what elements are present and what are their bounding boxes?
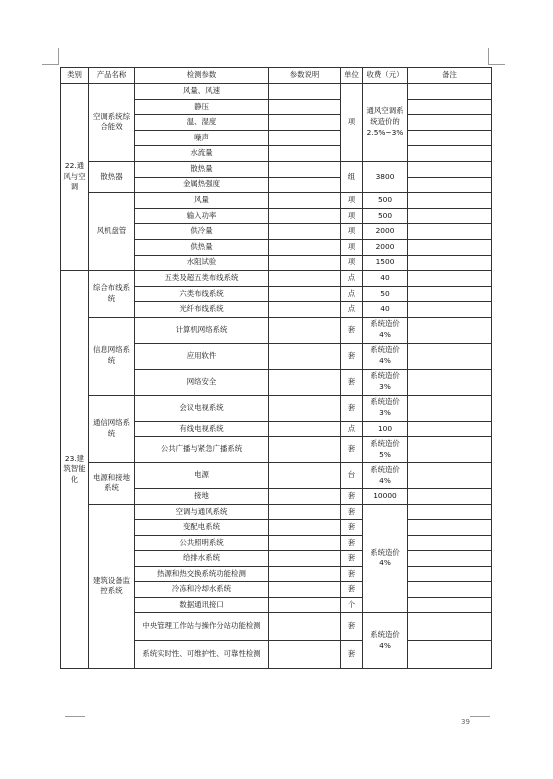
param-cell: 电源 xyxy=(135,463,269,489)
param-cell: 有线电视系统 xyxy=(135,421,269,437)
crop-mark-top-right xyxy=(488,48,505,65)
unit-cell: 项 xyxy=(341,224,363,240)
remark-cell xyxy=(408,84,492,100)
desc-cell xyxy=(269,520,341,536)
param-cell: 供冷量 xyxy=(135,224,269,240)
desc-cell xyxy=(269,566,341,582)
remark-cell xyxy=(408,99,492,115)
header-category: 类别 xyxy=(61,68,89,84)
desc-cell xyxy=(269,582,341,598)
remark-cell xyxy=(408,582,492,598)
param-cell: 温、湿度 xyxy=(135,115,269,131)
desc-cell xyxy=(269,641,341,669)
fee-cell: 100 xyxy=(363,421,408,437)
param-cell: 变配电系统 xyxy=(135,520,269,536)
desc-cell xyxy=(269,343,341,369)
remark-cell xyxy=(408,535,492,551)
header-fee: 收费（元） xyxy=(363,68,408,84)
table-row xyxy=(61,463,492,489)
fee-cell: 2000 xyxy=(363,239,408,255)
param-cell: 供热量 xyxy=(135,239,269,255)
table-row xyxy=(61,161,492,177)
fee-cell: 500 xyxy=(363,193,408,209)
table-row xyxy=(61,193,492,209)
remark-cell xyxy=(408,286,492,302)
desc-cell xyxy=(269,84,341,100)
desc-cell xyxy=(269,395,341,421)
remark-cell xyxy=(408,271,492,287)
param-cell: 光纤布线系统 xyxy=(135,302,269,318)
desc-cell xyxy=(269,146,341,162)
remark-cell xyxy=(408,146,492,162)
footer-rule-left xyxy=(65,716,85,717)
unit-cell: 套 xyxy=(341,641,363,669)
remark-cell xyxy=(408,161,492,177)
desc-cell xyxy=(269,193,341,209)
table-row xyxy=(61,504,492,520)
product-name-cell: 综合布线系统 xyxy=(89,271,135,318)
header-test-parameter: 检测参数 xyxy=(135,68,269,84)
fee-cell: 系统造价4% xyxy=(363,317,408,343)
param-cell: 金属热强度 xyxy=(135,177,269,193)
fee-cell: 40 xyxy=(363,271,408,287)
unit-cell: 套 xyxy=(341,489,363,505)
remark-cell xyxy=(408,421,492,437)
param-cell: 五类及超五类布线系统 xyxy=(135,271,269,287)
unit-cell: 套 xyxy=(341,566,363,582)
param-cell: 中央管理工作站与操作分站功能检测 xyxy=(135,613,269,641)
param-cell: 空调与通风系统 xyxy=(135,504,269,520)
unit-cell: 套 xyxy=(341,317,363,343)
param-cell: 静压 xyxy=(135,99,269,115)
fee-cell: 500 xyxy=(363,208,408,224)
unit-cell: 点 xyxy=(341,286,363,302)
product-name-cell: 建筑设备监控系统 xyxy=(89,504,135,669)
desc-cell xyxy=(269,177,341,193)
fee-cell: 系统造价5% xyxy=(363,437,408,463)
fee-cell: 系统造价4% xyxy=(363,343,408,369)
unit-cell: 套 xyxy=(341,535,363,551)
desc-cell xyxy=(269,99,341,115)
param-cell: 风量、风速 xyxy=(135,84,269,100)
remark-cell xyxy=(408,641,492,669)
product-name-cell: 通信网络系统 xyxy=(89,395,135,463)
remark-cell xyxy=(408,343,492,369)
desc-cell xyxy=(269,437,341,463)
remark-cell xyxy=(408,395,492,421)
remark-cell xyxy=(408,115,492,131)
remark-cell xyxy=(408,239,492,255)
fee-cell: 40 xyxy=(363,302,408,318)
unit-cell: 套 xyxy=(341,551,363,567)
desc-cell xyxy=(269,286,341,302)
desc-cell xyxy=(269,504,341,520)
remark-cell xyxy=(408,551,492,567)
product-name-cell: 散热器 xyxy=(89,161,135,192)
footer-rule-right xyxy=(470,716,490,717)
param-cell: 公共照明系统 xyxy=(135,535,269,551)
desc-cell xyxy=(269,161,341,177)
category-cell: 23.建筑智能化 xyxy=(61,271,89,669)
desc-cell xyxy=(269,115,341,131)
table-header-row xyxy=(61,68,492,84)
table-row xyxy=(61,84,492,100)
header-remarks: 备注 xyxy=(408,68,492,84)
header-product-name: 产品名称 xyxy=(89,68,135,84)
inspection-fee-table xyxy=(60,67,492,669)
remark-cell xyxy=(408,566,492,582)
param-cell: 水阻试验 xyxy=(135,255,269,271)
desc-cell xyxy=(269,224,341,240)
desc-cell xyxy=(269,255,341,271)
param-cell: 给排水系统 xyxy=(135,551,269,567)
fee-cell: 系统造价4% xyxy=(363,463,408,489)
remark-cell xyxy=(408,208,492,224)
product-name-cell: 电源和接地系统 xyxy=(89,463,135,505)
fee-cell: 3800 xyxy=(363,161,408,192)
unit-cell: 个 xyxy=(341,597,363,613)
product-name-cell: 风机盘管 xyxy=(89,193,135,271)
desc-cell xyxy=(269,551,341,567)
remark-cell xyxy=(408,317,492,343)
fee-cell: 通风空调系统造价的2.5%~3% xyxy=(363,84,408,162)
param-cell: 输入功率 xyxy=(135,208,269,224)
remark-cell xyxy=(408,463,492,489)
unit-cell: 套 xyxy=(341,520,363,536)
param-cell: 冷冻和冷却水系统 xyxy=(135,582,269,598)
fee-cell: 50 xyxy=(363,286,408,302)
unit-cell: 套 xyxy=(341,504,363,520)
table-row xyxy=(61,271,492,287)
param-cell: 数据通讯接口 xyxy=(135,597,269,613)
desc-cell xyxy=(269,130,341,146)
header-parameter-description: 参数说明 xyxy=(269,68,341,84)
product-name-cell: 空调系统综合能效 xyxy=(89,84,135,162)
table-row xyxy=(61,317,492,343)
unit-cell: 项 xyxy=(341,255,363,271)
desc-cell xyxy=(269,613,341,641)
unit-cell: 套 xyxy=(341,369,363,395)
fee-cell: 10000 xyxy=(363,489,408,505)
product-name-cell: 信息网络系统 xyxy=(89,317,135,395)
remark-cell xyxy=(408,130,492,146)
unit-cell: 套 xyxy=(341,582,363,598)
desc-cell xyxy=(269,421,341,437)
remark-cell xyxy=(408,437,492,463)
desc-cell xyxy=(269,271,341,287)
param-cell: 网络安全 xyxy=(135,369,269,395)
desc-cell xyxy=(269,463,341,489)
unit-cell: 套 xyxy=(341,395,363,421)
remark-cell xyxy=(408,255,492,271)
unit-cell: 点 xyxy=(341,271,363,287)
remark-cell xyxy=(408,302,492,318)
unit-cell: 项 xyxy=(341,239,363,255)
param-cell: 六类布线系统 xyxy=(135,286,269,302)
desc-cell xyxy=(269,535,341,551)
unit-cell: 项 xyxy=(341,208,363,224)
table-row xyxy=(61,395,492,421)
unit-cell: 点 xyxy=(341,302,363,318)
desc-cell xyxy=(269,317,341,343)
desc-cell xyxy=(269,302,341,318)
crop-mark-top-left xyxy=(42,48,59,65)
remark-cell xyxy=(408,520,492,536)
param-cell: 水流量 xyxy=(135,146,269,162)
remark-cell xyxy=(408,177,492,193)
param-cell: 风量 xyxy=(135,193,269,209)
unit-cell: 项 xyxy=(341,193,363,209)
fee-cell: 1500 xyxy=(363,255,408,271)
param-cell: 系统实时性、可维护性、可靠性检测 xyxy=(135,641,269,669)
fee-cell: 系统造价4% xyxy=(363,504,408,613)
remark-cell xyxy=(408,613,492,641)
remark-cell xyxy=(408,369,492,395)
fee-cell: 2000 xyxy=(363,224,408,240)
desc-cell xyxy=(269,597,341,613)
page-number: 39 xyxy=(461,718,470,726)
unit-cell: 套 xyxy=(341,343,363,369)
remark-cell xyxy=(408,504,492,520)
param-cell: 计算机网络系统 xyxy=(135,317,269,343)
remark-cell xyxy=(408,489,492,505)
fee-cell: 系统造价4% xyxy=(363,613,408,669)
fee-cell: 系统造价3% xyxy=(363,369,408,395)
unit-cell: 台 xyxy=(341,463,363,489)
remark-cell xyxy=(408,193,492,209)
param-cell: 噪声 xyxy=(135,130,269,146)
param-cell: 应用软件 xyxy=(135,343,269,369)
param-cell: 散热量 xyxy=(135,161,269,177)
unit-cell: 套 xyxy=(341,613,363,641)
unit-cell: 套 xyxy=(341,437,363,463)
unit-cell: 点 xyxy=(341,421,363,437)
desc-cell xyxy=(269,208,341,224)
param-cell: 热源和热交换系统功能检测 xyxy=(135,566,269,582)
desc-cell xyxy=(269,489,341,505)
param-cell: 会议电视系统 xyxy=(135,395,269,421)
unit-cell: 组 xyxy=(341,161,363,192)
remark-cell xyxy=(408,597,492,613)
desc-cell xyxy=(269,239,341,255)
unit-cell: 项 xyxy=(341,84,363,162)
desc-cell xyxy=(269,369,341,395)
category-cell: 22.通风与空调 xyxy=(61,84,89,271)
param-cell: 接地 xyxy=(135,489,269,505)
remark-cell xyxy=(408,224,492,240)
fee-cell: 系统造价3% xyxy=(363,395,408,421)
param-cell: 公共广播与紧急广播系统 xyxy=(135,437,269,463)
header-unit: 单位 xyxy=(341,68,363,84)
